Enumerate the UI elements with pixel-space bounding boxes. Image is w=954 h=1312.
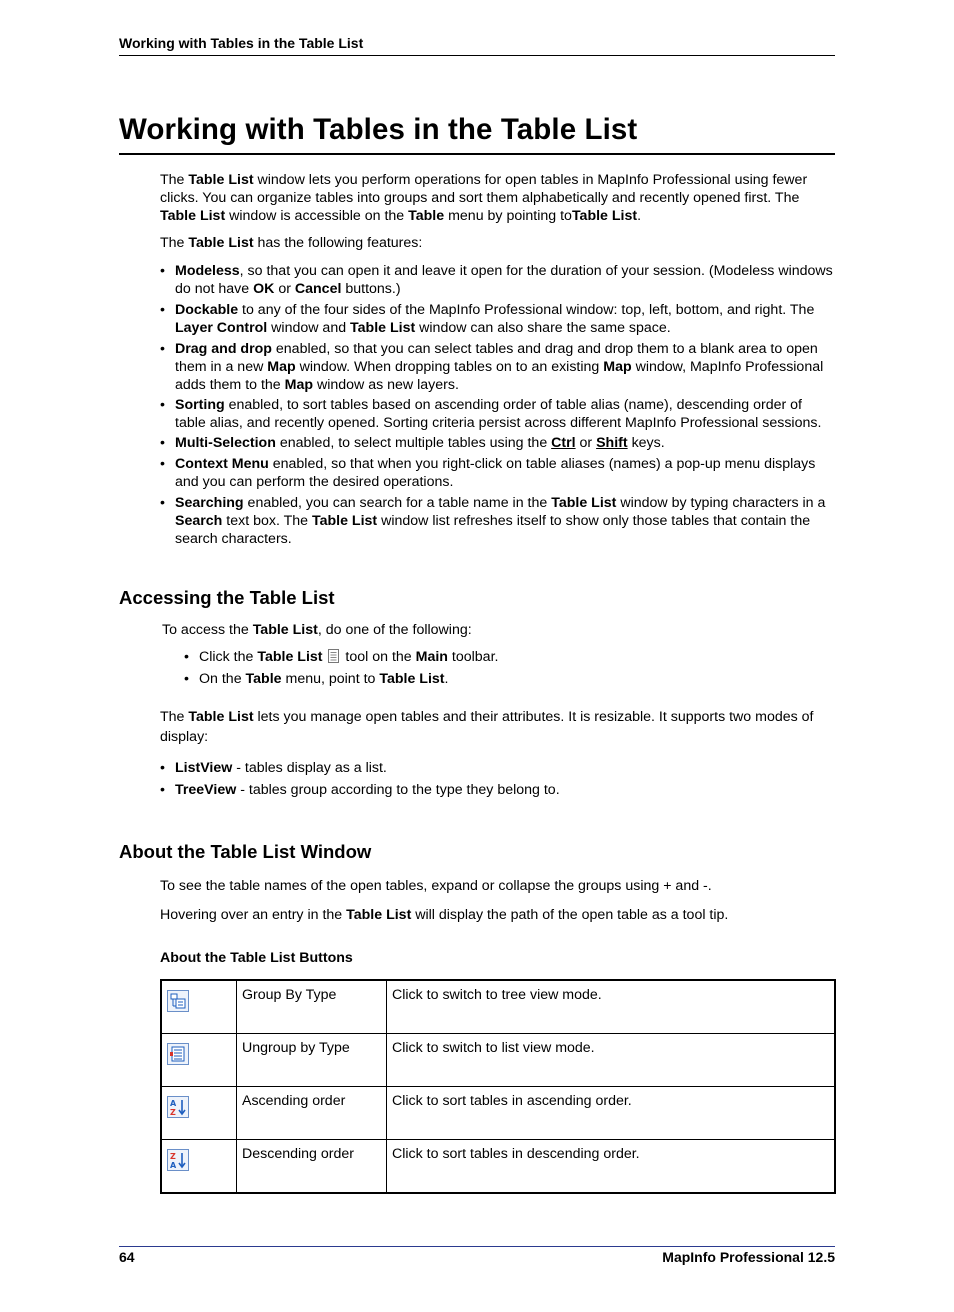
table-row [161,1140,835,1194]
icon-cell [161,1087,237,1140]
page-title: Working with Tables in the Table List [119,113,638,146]
feature-item: • Sorting enabled, to sort tables based on ascending order of table alias (name), descending order of table alias, and recently opened. Sorting criteria persist across different MapInfo Professional sessions. [160,396,836,432]
svg-text:Z: Z [170,1108,176,1117]
feature-item: • Modeless, so that you can open it and leave it open for the duration of your session. (Modeless windows do not have OK or Cancel buttons.) [160,262,836,298]
buttons-table-heading: About the Table List Buttons [160,950,353,966]
buttons-table [160,979,836,1194]
bold-term: Multi-Selection [175,435,276,451]
about-paragraph-2: Hovering over an entry in the Table List will display the path of the open table as a tool tip. [160,907,729,923]
intro-paragraph-2: The Table List has the following features: [160,235,423,251]
icon-cell [161,1140,237,1194]
bold-term: Map [267,359,296,375]
about-paragraph-1: To see the table names of the open tables, expand or collapse the groups using + and -. [160,878,712,894]
table-row [161,980,835,1034]
bold-term: Searching [175,495,244,511]
bold-term: Main [415,649,448,665]
feature-item: • Drag and drop enabled, so that you can select tables and drag and drop them to a blank area to open them in a new Map window. When dropping tables on to an existing Map window, MapInfo Professional adds them to the Map window as new layers. [160,340,836,394]
bold-term: Context Menu [175,456,269,472]
access-steps-list [184,648,824,688]
bold-term: Dockable [175,302,239,318]
bold-term: OK [253,281,275,297]
button-description-cell: Click to sort tables in ascending order. [387,1087,836,1140]
bold-term: Drag and drop [175,341,272,357]
table-list-tool-icon [328,649,339,668]
bold-term: Table [408,208,445,224]
access-step [184,648,824,668]
bold-term: Table List [571,208,638,224]
key-name: Ctrl [551,435,576,451]
svg-text:Z: Z [170,1152,176,1161]
bold-term: Modeless [175,263,240,279]
button-name-cell: Descending order [237,1140,387,1194]
header-rule [119,55,835,56]
title-rule [119,153,835,155]
footer-rule [119,1246,835,1247]
bold-term: Layer Control [175,320,268,336]
running-header: Working with Tables in the Table List [119,35,364,51]
descending-order-icon [167,1149,231,1171]
bold-term: Table List [551,495,617,511]
access-step-text: Click the Table List [199,649,323,665]
button-description-cell: Click to switch to list view mode. [387,1034,836,1087]
bold-term: Map [603,359,632,375]
group-by-type-icon [167,990,231,1012]
features-list [160,262,836,548]
section-heading-accessing: Accessing the Table List [119,587,335,608]
svg-text:A: A [170,1161,177,1170]
bold-term: Table List [160,208,226,224]
feature-item: • Multi-Selection enabled, to select multiple tables using the Ctrl or Shift keys. [160,434,836,452]
table-row [161,1087,835,1140]
bold-term: Table List [346,907,412,923]
mode-item: • TreeView - tables group according to the type they belong to. [160,781,836,799]
product-name: MapInfo Professional 12.5 [662,1249,835,1265]
access-step: • On the Table menu, point to Table List. [184,670,824,688]
bold-term: Table List [252,622,318,638]
bold-term: Table List [350,320,416,336]
feature-item: • Dockable to any of the four sides of the MapInfo Professional window: top, left, bottom, and right. The Layer Control window and Table List window can also share the same space. [160,301,836,337]
feature-item: • Context Menu enabled, so that when you right-click on table aliases (names) a pop-up menu displays and you can perform the desired operations. [160,455,836,491]
ascending-order-icon [167,1096,231,1118]
feature-item: • Searching enabled, you can search for a table name in the Table List window by typing characters in a Search text box. The Table List window list refreshes itself to show only those tables that contain the search characters. [160,494,836,548]
mode-item: • ListView - tables display as a list. [160,759,836,777]
bold-term: Cancel [294,281,342,297]
button-name-cell: Ungroup by Type [237,1034,387,1087]
bold-term: Table List [379,671,445,687]
svg-text:A: A [170,1099,177,1108]
bold-term: Table [245,671,282,687]
icon-cell [161,980,237,1034]
accessing-lead: To access the Table List, do one of the following: [162,622,472,638]
icon-cell [161,1034,237,1087]
ungroup-by-type-icon [167,1043,231,1065]
bold-term: Table List [188,172,254,188]
key-name: Shift [596,435,628,451]
button-description-cell: Click to sort tables in descending order. [387,1140,836,1194]
bold-term: Map [284,377,314,393]
bold-term: Sorting [175,397,225,413]
button-description-cell: Click to switch to tree view mode. [387,980,836,1034]
access-step-text-2: tool on the Main toolbar. [345,649,499,665]
bold-term: ListView [175,760,233,776]
table-row [161,1034,835,1087]
bold-term: Table List [188,235,254,251]
bold-term: Search [175,513,223,529]
section-heading-about: About the Table List Window [119,841,372,862]
modes-lead: The Table List lets you manage open tables and their attributes. It is resizable. It supports two modes of display: [160,709,814,745]
button-name-cell: Group By Type [237,980,387,1034]
bold-term: Table List [311,513,378,529]
bold-term: Table List [257,649,323,665]
modes-list [160,759,836,799]
bold-term: Table List [188,709,254,725]
bold-term: TreeView [175,782,237,798]
intro-paragraph-1: The Table List window lets you perform operations for open tables in MapInfo Professional using fewer clicks. You can organize tables into groups and sort them alphabetically and recently opened first. The Table List window is accessible on the Table menu by pointing toTable List. [160,172,808,224]
page-number: 64 [119,1249,135,1265]
button-name-cell: Ascending order [237,1087,387,1140]
